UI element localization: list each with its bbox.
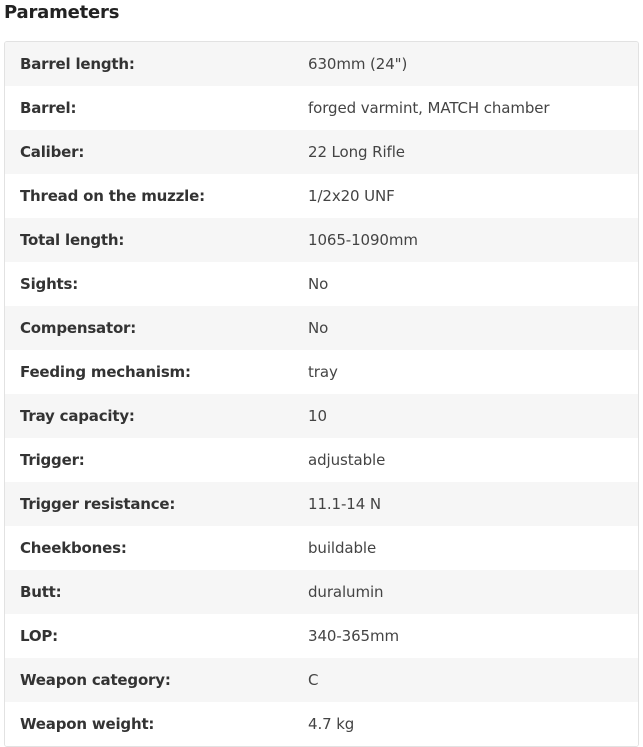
parameter-label: Butt: [20,583,62,601]
parameters-table [4,41,639,747]
parameter-value: 4.7 kg [308,715,355,733]
parameter-label: Compensator: [20,319,137,337]
parameter-label: Barrel length: [20,55,135,73]
parameter-label: Weapon category: [20,671,171,689]
parameter-label: Thread on the muzzle: [20,187,205,205]
parameter-row-butt [5,570,638,614]
parameter-value: C [308,671,319,689]
parameter-value: forged varmint, MATCH chamber [308,99,550,117]
parameter-row-trigger [5,438,638,482]
parameter-value: 1/2x20 UNF [308,187,395,205]
parameter-label: Trigger resistance: [20,495,176,513]
parameter-row-barrel [5,86,638,130]
parameter-value: 340-365mm [308,627,399,645]
parameter-label: LOP: [20,627,58,645]
parameter-row-trigger-resistance [5,482,638,526]
parameter-label: Cheekbones: [20,539,127,557]
section-title: Parameters [4,2,120,23]
parameter-row-weapon-category [5,658,638,702]
parameter-value: No [308,275,329,293]
parameter-value: tray [308,363,338,381]
parameter-value: adjustable [308,451,386,469]
parameter-label: Tray capacity: [20,407,135,425]
parameter-label: Barrel: [20,99,77,117]
parameter-row-sights [5,262,638,306]
parameter-row-feeding-mechanism [5,350,638,394]
parameter-row-compensator [5,306,638,350]
parameter-value: 22 Long Rifle [308,143,405,161]
parameter-row-lop [5,614,638,658]
parameter-row-caliber [5,130,638,174]
parameter-label: Weapon weight: [20,715,155,733]
parameter-label: Sights: [20,275,79,293]
parameter-value: 1065-1090mm [308,231,418,249]
parameter-row-total-length [5,218,638,262]
parameter-row-tray-capacity [5,394,638,438]
parameter-row-thread [5,174,638,218]
parameter-value: 11.1-14 N [308,495,381,513]
parameter-value: 630mm (24") [308,55,408,73]
parameter-row-cheekbones [5,526,638,570]
parameter-label: Feeding mechanism: [20,363,191,381]
parameter-label: Caliber: [20,143,85,161]
parameter-value: duralumin [308,583,384,601]
parameter-value: No [308,319,329,337]
parameter-row-barrel-length [5,42,638,86]
parameter-row-weapon-weight [5,702,638,746]
parameter-label: Trigger: [20,451,85,469]
parameter-label: Total length: [20,231,125,249]
parameter-value: buildable [308,539,377,557]
parameter-value: 10 [308,407,327,425]
